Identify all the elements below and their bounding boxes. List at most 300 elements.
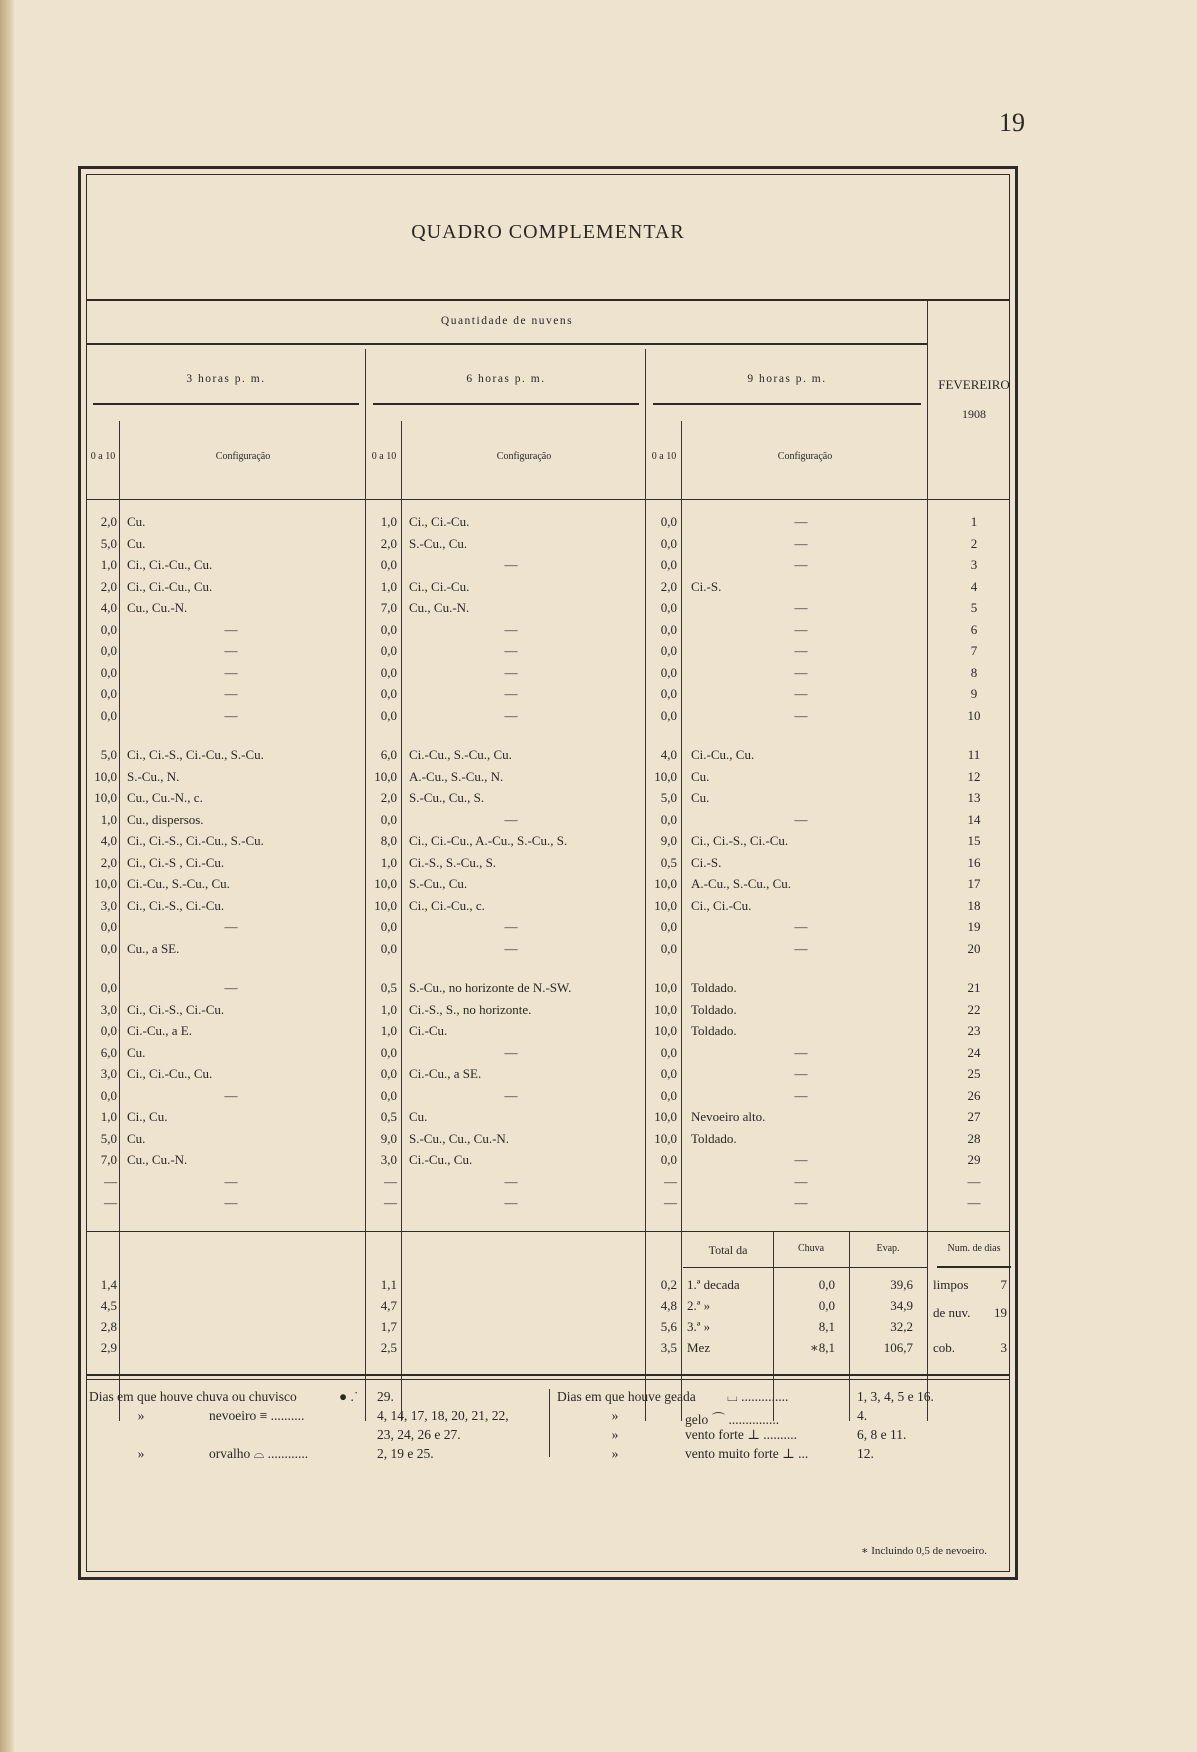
cloud-amount-9pm: 0,0 (660, 1152, 677, 1167)
scale-header: 0 a 10 (651, 451, 677, 462)
day-number: 8 (970, 664, 978, 680)
cloud-amount-9pm: 5,0 (660, 790, 677, 805)
cloud-amount-3pm: 0,0 (100, 1023, 117, 1038)
book-spine (0, 0, 14, 1752)
legend-lead: » (137, 1408, 145, 1423)
period-header-9pm: 9 horas p. m. (747, 373, 827, 385)
cloud-config-9pm: — (794, 557, 808, 572)
cloud-config-9pm: — (794, 643, 808, 658)
cloud-amount-3pm: 0,0 (100, 621, 117, 637)
cloud-amount-6pm: 0,0 (380, 643, 397, 658)
cloud-config-3pm: — (224, 1087, 238, 1103)
summary-chuva: ∗8,1 (809, 1340, 835, 1355)
cloud-amount-9pm: 0,0 (660, 1066, 677, 1081)
cloud-amount-6pm: 10,0 (374, 876, 397, 891)
cloud-config-3pm: — (224, 643, 238, 658)
day-number: 3 (970, 557, 978, 572)
col-divider (681, 421, 682, 1421)
summary-period: 2.ª » (687, 1298, 711, 1313)
day-number: 7 (970, 643, 978, 658)
cloud-amount-3pm: 2,0 (100, 578, 117, 594)
cloud-config-9pm: Toldado. (691, 1001, 737, 1017)
cloud-config-3pm: Ci., Ci.-Cu., Cu. (127, 578, 213, 594)
summary-chuva: 0,0 (818, 1298, 835, 1313)
cloud-amount-3pm: 6,0 (100, 1044, 117, 1060)
dias-value: 19 (994, 1305, 1007, 1320)
cloud-amount-3pm: 3,0 (100, 1066, 117, 1081)
day-number: 4 (970, 578, 978, 594)
title-divider (87, 299, 1009, 301)
cloud-config-6pm: Ci.-S., S.-Cu., S. (409, 854, 497, 870)
col-divider (401, 421, 402, 1421)
cloud-amount-6pm: 0,0 (380, 1044, 397, 1060)
cloud-amount-6pm: 10,0 (374, 768, 397, 784)
day-number: 29 (967, 1152, 981, 1167)
cloud-amount-9pm: 10,0 (654, 980, 677, 995)
dias-value: 3 (1000, 1340, 1007, 1355)
cloud-config-3pm: Cu., Cu.-N., c. (127, 790, 203, 805)
cloud-amount-3pm: 5,0 (100, 1130, 117, 1146)
cloud-config-6pm: — (504, 643, 518, 658)
cloud-config-9pm: — (794, 940, 808, 956)
config-header: Configuração (496, 451, 552, 462)
day-number: 17 (967, 876, 981, 891)
cloud-amount-6pm: 0,5 (380, 980, 397, 995)
summary-avg-6pm: 1,1 (380, 1277, 397, 1292)
cloud-amount-9pm: 10,0 (654, 897, 677, 913)
cloud-config-3pm: Cu. (127, 1130, 146, 1146)
cloud-config-3pm: Ci.-Cu., S.-Cu., Cu. (127, 876, 230, 891)
cloud-config-3pm: — (224, 621, 238, 637)
summary-avg-6pm: 2,5 (380, 1340, 397, 1355)
cloud-amount-3pm: 0,0 (100, 919, 117, 934)
cloud-config-9pm: — (794, 811, 808, 827)
cloud-config-9pm: A.-Cu., S.-Cu., Cu. (691, 876, 792, 891)
cloud-amount-3pm: — (104, 1195, 117, 1210)
cloud-config-3pm: Ci.-Cu., a E. (127, 1023, 192, 1038)
cloud-amount-6pm: 0,0 (380, 811, 397, 827)
cloud-config-6pm: S.-Cu., Cu. (409, 876, 468, 891)
cloud-config-6pm: — (504, 919, 518, 934)
summary-evap: 34,9 (890, 1298, 913, 1313)
day-number: 27 (967, 1109, 981, 1124)
cloud-config-3pm: — (224, 707, 238, 723)
cloud-config-9pm: Toldado. (691, 980, 737, 995)
cloud-amount-6pm: 9,0 (380, 1130, 397, 1146)
day-number: 26 (967, 1087, 981, 1103)
year-header: 1908 (962, 407, 986, 421)
summary-bottom-rule-2 (87, 1379, 1009, 1380)
cloud-amount-3pm: 5,0 (100, 535, 117, 551)
legend-value: 6, 8 e 11. (857, 1427, 907, 1442)
cloud-amount-3pm: 10,0 (94, 876, 117, 891)
cloud-amount-9pm: 0,5 (660, 854, 677, 870)
cloud-config-9pm: — (794, 621, 808, 637)
cloud-amount-9pm: 10,0 (654, 1130, 677, 1146)
cloud-config-9pm: Ci., Ci.-S., Ci.-Cu. (691, 833, 789, 848)
legend-lead: Dias em que houve geada (557, 1389, 696, 1404)
cloud-config-9pm: — (794, 600, 808, 615)
cloud-amount-9pm: — (664, 1195, 677, 1210)
summary-total-header: Total da (708, 1243, 748, 1257)
cloud-config-3pm: — (224, 664, 238, 680)
summary-avg-3pm: 1,4 (100, 1277, 117, 1292)
cloud-config-3pm: Ci., Ci.-S., Ci.-Cu., S.-Cu. (127, 747, 264, 762)
legend-lead: » (137, 1446, 145, 1461)
dias-label: limpos (933, 1277, 969, 1292)
cloud-amount-3pm: 0,0 (100, 940, 117, 956)
cloud-amount-6pm: 0,0 (380, 919, 397, 934)
cloud-config-6pm: — (504, 1195, 518, 1210)
cloud-config-6pm: — (504, 686, 518, 701)
day-number: 16 (967, 854, 981, 870)
cloud-config-9pm: — (794, 919, 808, 934)
cloud-amount-3pm: 1,0 (100, 557, 117, 572)
legend-value: 1, 3, 4, 5 e 16. (857, 1389, 934, 1404)
day-number: 22 (967, 1001, 981, 1017)
cloud-amount-9pm: 0,0 (660, 1087, 677, 1103)
summary-evap-header: Evap. (876, 1243, 900, 1254)
day-number: 12 (967, 768, 981, 784)
day-number: — (967, 1195, 981, 1210)
summary-divider (87, 1231, 1009, 1232)
legend-label: gelo ⌒ ............... (685, 1412, 780, 1427)
cloud-config-6pm: — (504, 664, 518, 680)
cloud-amount-9pm: 0,0 (660, 621, 677, 637)
cloud-amount-6pm: — (384, 1173, 397, 1189)
dias-label: de nuv. (933, 1305, 971, 1320)
day-number: 1 (970, 514, 978, 529)
day-number: 24 (967, 1044, 981, 1060)
legend-lead: Dias em que houve chuva ou chuvisco (89, 1389, 297, 1404)
period-header-6pm: 6 horas p. m. (466, 373, 546, 385)
cloud-config-6pm: Ci.-Cu., S.-Cu., Cu. (409, 747, 512, 762)
cloud-amount-9pm: 2,0 (660, 578, 677, 594)
period-underline (373, 403, 639, 405)
month-header: FEVEREIRO (938, 377, 1010, 392)
cloud-config-9pm: — (794, 514, 808, 529)
cloud-amount-9pm: 0,0 (660, 643, 677, 658)
day-number: 2 (970, 535, 978, 551)
cloud-amount-9pm: 0,0 (660, 811, 677, 827)
day-number: 5 (970, 600, 978, 615)
cloud-amount-6pm: — (384, 1195, 397, 1210)
legend-value: 2, 19 e 25. (377, 1446, 434, 1461)
cloud-config-9pm: Nevoeiro alto. (691, 1109, 766, 1124)
cloud-config-3pm: Ci., Ci.-S , Ci.-Cu. (127, 854, 225, 870)
cloud-amount-9pm: 0,0 (660, 1044, 677, 1060)
cloud-amount-6pm: 1,0 (380, 578, 397, 594)
cloud-config-3pm: Ci., Ci.-Cu., Cu. (127, 1066, 213, 1081)
legend-label: orvalho ⌓ ............ (209, 1446, 309, 1461)
cloud-amount-6pm: 1,0 (380, 1023, 397, 1038)
cloud-config-6pm: — (504, 811, 518, 827)
summary-avg-9pm: 0,2 (660, 1277, 677, 1292)
cloud-config-3pm: Ci., Ci.-Cu., Cu. (127, 557, 213, 572)
cloud-config-6pm: Ci., Ci.-Cu. (409, 514, 470, 529)
legend-label: vento muito forte ⊥ ... (685, 1446, 809, 1461)
cloud-config-9pm: Cu. (691, 768, 710, 784)
cloud-config-3pm: Ci., Ci.-S., Ci.-Cu. (127, 897, 225, 913)
legend-lead: » (611, 1408, 619, 1423)
day-number: 14 (967, 811, 981, 827)
cloud-config-3pm: Ci., Cu. (127, 1109, 168, 1124)
period-underline (653, 403, 921, 405)
scale-header: 0 a 10 (90, 451, 116, 462)
cloud-amount-9pm: 9,0 (660, 833, 677, 848)
legend-value: 29. (377, 1389, 394, 1404)
day-number: 28 (967, 1130, 981, 1146)
summary-period: 3.ª » (687, 1319, 711, 1334)
cloud-amount-6pm: 0,5 (380, 1109, 397, 1124)
cloud-amount-6pm: 0,0 (380, 621, 397, 637)
cloud-config-6pm: S.-Cu., Cu., S. (409, 790, 485, 805)
cloud-config-6pm: A.-Cu., S.-Cu., N. (409, 768, 504, 784)
cloud-amount-9pm: 0,0 (660, 707, 677, 723)
config-header: Configuração (777, 451, 833, 462)
cloud-amount-3pm: 1,0 (100, 1109, 117, 1124)
day-number: 9 (970, 686, 978, 701)
cloud-amount-6pm: 0,0 (380, 664, 397, 680)
day-number: 13 (967, 790, 981, 805)
summary-chuva: 0,0 (818, 1277, 835, 1292)
cloud-amount-9pm: 0,0 (660, 557, 677, 572)
cloud-config-6pm: Ci.-S., S., no horizonte. (409, 1001, 532, 1017)
cloud-amount-6pm: 3,0 (380, 1152, 397, 1167)
day-number: 20 (967, 940, 981, 956)
summary-avg-3pm: 2,8 (100, 1319, 117, 1334)
cloud-amount-3pm: 0,0 (100, 707, 117, 723)
dias-value: 7 (1000, 1277, 1007, 1292)
cloud-amount-6pm: 0,0 (380, 1087, 397, 1103)
summary-avg-6pm: 4,7 (380, 1298, 397, 1313)
cloud-config-3pm: — (224, 1195, 238, 1210)
summary-avg-3pm: 4,5 (100, 1298, 117, 1313)
summary-avg-9pm: 3,5 (660, 1340, 677, 1355)
summary-avg-6pm: 1,7 (380, 1319, 397, 1334)
legend-label: vento forte ⊥ .......... (685, 1427, 798, 1442)
legend-label: ⌴ .............. (727, 1389, 789, 1404)
cloud-amount-6pm: 10,0 (374, 897, 397, 913)
cloud-amount-3pm: 2,0 (100, 514, 117, 529)
cloud-config-9pm: Toldado. (691, 1130, 737, 1146)
cloud-config-9pm: Ci.-S. (691, 854, 722, 870)
cloud-config-9pm: — (794, 664, 808, 680)
day-number: 23 (967, 1023, 981, 1038)
cloud-config-3pm: Cu., a SE. (127, 940, 180, 956)
cloud-config-3pm: Ci., Ci.-S., Ci.-Cu., S.-Cu. (127, 833, 264, 848)
cloud-amount-3pm: 7,0 (100, 1152, 117, 1167)
cloud-config-6pm: — (504, 557, 518, 572)
cloud-amount-9pm: 10,0 (654, 1109, 677, 1124)
cloud-config-3pm: Cu., Cu.-N. (127, 1152, 188, 1167)
config-header: Configuração (215, 451, 271, 462)
cloud-config-6pm: Ci.-Cu. (409, 1023, 448, 1038)
summary-avg-9pm: 4,8 (660, 1298, 677, 1313)
legend-label: nevoeiro ≡ .......... (209, 1408, 305, 1423)
group-underline (87, 343, 927, 345)
legend-divider (549, 1389, 550, 1457)
cloud-config-6pm: — (504, 940, 518, 956)
cloud-config-9pm: — (794, 1173, 808, 1189)
day-number: 18 (967, 897, 981, 913)
cloud-amount-3pm: 0,0 (100, 686, 117, 701)
cloud-amount-6pm: 0,0 (380, 707, 397, 723)
cloud-config-3pm: Ci., Ci.-S., Ci.-Cu. (127, 1001, 225, 1017)
cloud-amount-6pm: 0,0 (380, 557, 397, 572)
cloud-config-6pm: Ci.-Cu., a SE. (409, 1066, 482, 1081)
day-number: 11 (967, 747, 981, 762)
cloud-amount-3pm: 2,0 (100, 854, 117, 870)
cloud-amount-6pm: 0,0 (380, 686, 397, 701)
summary-dias-header: Num. de dias (947, 1243, 1001, 1254)
cloud-amount-9pm: 0,0 (660, 514, 677, 529)
cloud-config-9pm: — (794, 707, 808, 723)
summary-avg-9pm: 5,6 (660, 1319, 677, 1334)
cloud-amount-3pm: 0,0 (100, 1087, 117, 1103)
cloud-amount-3pm: 3,0 (100, 1001, 117, 1017)
summary-evap: 106,7 (883, 1340, 913, 1355)
cloud-amount-3pm: 3,0 (100, 897, 117, 913)
legend-lead: » (611, 1446, 619, 1461)
cloud-amount-6pm: 6,0 (380, 747, 397, 762)
cloud-config-9pm: Toldado. (691, 1023, 737, 1038)
cloud-config-9pm: — (794, 1087, 808, 1103)
cloud-config-3pm: S.-Cu., N. (127, 768, 180, 784)
cloud-config-3pm: Cu. (127, 514, 146, 529)
scale-header: 0 a 10 (371, 451, 397, 462)
cloud-amount-6pm: 1,0 (380, 514, 397, 529)
cloud-amount-9pm: — (664, 1173, 677, 1189)
period-underline (93, 403, 359, 405)
day-number: 25 (967, 1066, 981, 1081)
cloud-amount-9pm: 10,0 (654, 876, 677, 891)
summary-avg-3pm: 2,9 (100, 1340, 117, 1355)
page-title: QUADRO COMPLEMENTAR (411, 221, 685, 243)
cloud-config-9pm: — (794, 1066, 808, 1081)
cloud-amount-3pm: 1,0 (100, 811, 117, 827)
cloud-config-6pm: — (504, 1173, 518, 1189)
cloud-amount-6pm: 0,0 (380, 940, 397, 956)
cloud-config-9pm: — (794, 1044, 808, 1060)
cloud-amount-3pm: 4,0 (100, 600, 117, 615)
cloud-config-9pm: — (794, 1152, 808, 1167)
col-divider (119, 421, 120, 1421)
summary-header-divider (683, 1267, 927, 1268)
cloud-amount-3pm: 0,0 (100, 643, 117, 658)
legend-value: 4. (857, 1408, 868, 1423)
cloud-amount-3pm: 5,0 (100, 747, 117, 762)
cloud-amount-6pm: 1,0 (380, 1001, 397, 1017)
dias-label: cob. (933, 1340, 956, 1355)
cloud-config-6pm: — (504, 621, 518, 637)
cloud-config-3pm: — (224, 686, 238, 701)
cloud-config-3pm: Cu. (127, 535, 146, 551)
legend-value: 4, 14, 17, 18, 20, 21, 22, (377, 1408, 509, 1423)
cloud-amount-6pm: 8,0 (380, 833, 397, 848)
cloud-amount-9pm: 0,0 (660, 940, 677, 956)
summary-bottom-rule (87, 1374, 1009, 1376)
legend-value: 12. (857, 1446, 874, 1461)
page-number: 19 (999, 108, 1025, 137)
cloud-config-6pm: Cu., Cu.-N. (409, 600, 470, 615)
summary-evap: 32,2 (890, 1319, 913, 1334)
cloud-config-6pm: — (504, 1044, 518, 1060)
day-number: 6 (970, 621, 978, 637)
cloud-config-6pm: S.-Cu., no horizonte de N.-SW. (409, 980, 572, 995)
summary-chuva-header: Chuva (797, 1243, 825, 1254)
day-number: 15 (967, 833, 981, 848)
cloud-amount-3pm: 0,0 (100, 980, 117, 995)
cloud-config-9pm: — (794, 535, 808, 551)
footnote: ∗ Incluindo 0,5 de nevoeiro. (860, 1545, 987, 1557)
cloud-amount-3pm: — (104, 1173, 117, 1189)
summary-period: Mez (687, 1340, 711, 1355)
cloud-amount-3pm: 0,0 (100, 664, 117, 680)
cloud-config-3pm: Cu., Cu.-N. (127, 600, 188, 615)
cloud-amount-9pm: 10,0 (654, 768, 677, 784)
cloud-config-6pm: — (504, 707, 518, 723)
cloud-config-6pm: Ci., Ci.-Cu., c. (409, 897, 485, 913)
cloud-amount-9pm: 0,0 (660, 919, 677, 934)
cloud-amount-6pm: 1,0 (380, 854, 397, 870)
cloud-amount-6pm: 0,0 (380, 1066, 397, 1081)
cloud-config-9pm: Ci.-Cu., Cu. (691, 747, 755, 762)
cloud-amount-3pm: 10,0 (94, 768, 117, 784)
legend-symbol: ● .˙ (339, 1389, 359, 1404)
day-number: 10 (967, 707, 981, 723)
cloud-config-6pm: Ci.-Cu., Cu. (409, 1152, 473, 1167)
cloud-amount-9pm: 0,0 (660, 600, 677, 615)
cloud-config-9pm: — (794, 1195, 808, 1210)
cloud-amount-3pm: 10,0 (94, 790, 117, 805)
cloud-amount-9pm: 10,0 (654, 1001, 677, 1017)
group-header: Quantidade de nuvens (440, 315, 574, 327)
day-number: 19 (967, 919, 981, 934)
day-number: 21 (967, 980, 981, 995)
cloud-config-6pm: — (504, 1087, 518, 1103)
cloud-config-3pm: — (224, 980, 238, 995)
cloud-config-3pm: — (224, 919, 238, 934)
dias-underline (937, 1266, 1011, 1268)
summary-evap: 39,6 (890, 1277, 913, 1292)
summary-period: 1.ª decada (687, 1277, 740, 1292)
day-number: — (967, 1173, 981, 1189)
cloud-amount-6pm: 2,0 (380, 535, 397, 551)
cloud-config-3pm: Cu. (127, 1044, 146, 1060)
cloud-config-6pm: S.-Cu., Cu., Cu.-N. (409, 1130, 510, 1146)
cloud-amount-3pm: 4,0 (100, 833, 117, 848)
cloud-config-6pm: Ci., Ci.-Cu., A.-Cu., S.-Cu., S. (409, 833, 568, 848)
cloud-config-9pm: — (794, 686, 808, 701)
legend-lead: » (611, 1427, 619, 1442)
cloud-config-6pm: Cu. (409, 1109, 428, 1124)
cloud-config-9pm: Ci., Ci.-Cu. (691, 897, 752, 913)
period-header-3pm: 3 horas p. m. (186, 373, 266, 385)
table-frame (78, 166, 1018, 1580)
cloud-config-9pm: Ci.-S. (691, 578, 722, 594)
cloud-amount-9pm: 0,0 (660, 686, 677, 701)
cloud-amount-6pm: 2,0 (380, 790, 397, 805)
cloud-config-6pm: S.-Cu., Cu. (409, 535, 468, 551)
cloud-amount-9pm: 10,0 (654, 1023, 677, 1038)
summary-chuva: 8,1 (818, 1319, 835, 1334)
cloud-amount-9pm: 4,0 (660, 747, 677, 762)
cloud-config-3pm: Cu., dispersos. (127, 811, 204, 827)
header-divider (87, 499, 1009, 500)
cloud-amount-9pm: 0,0 (660, 535, 677, 551)
cloud-amount-6pm: 7,0 (380, 600, 397, 615)
